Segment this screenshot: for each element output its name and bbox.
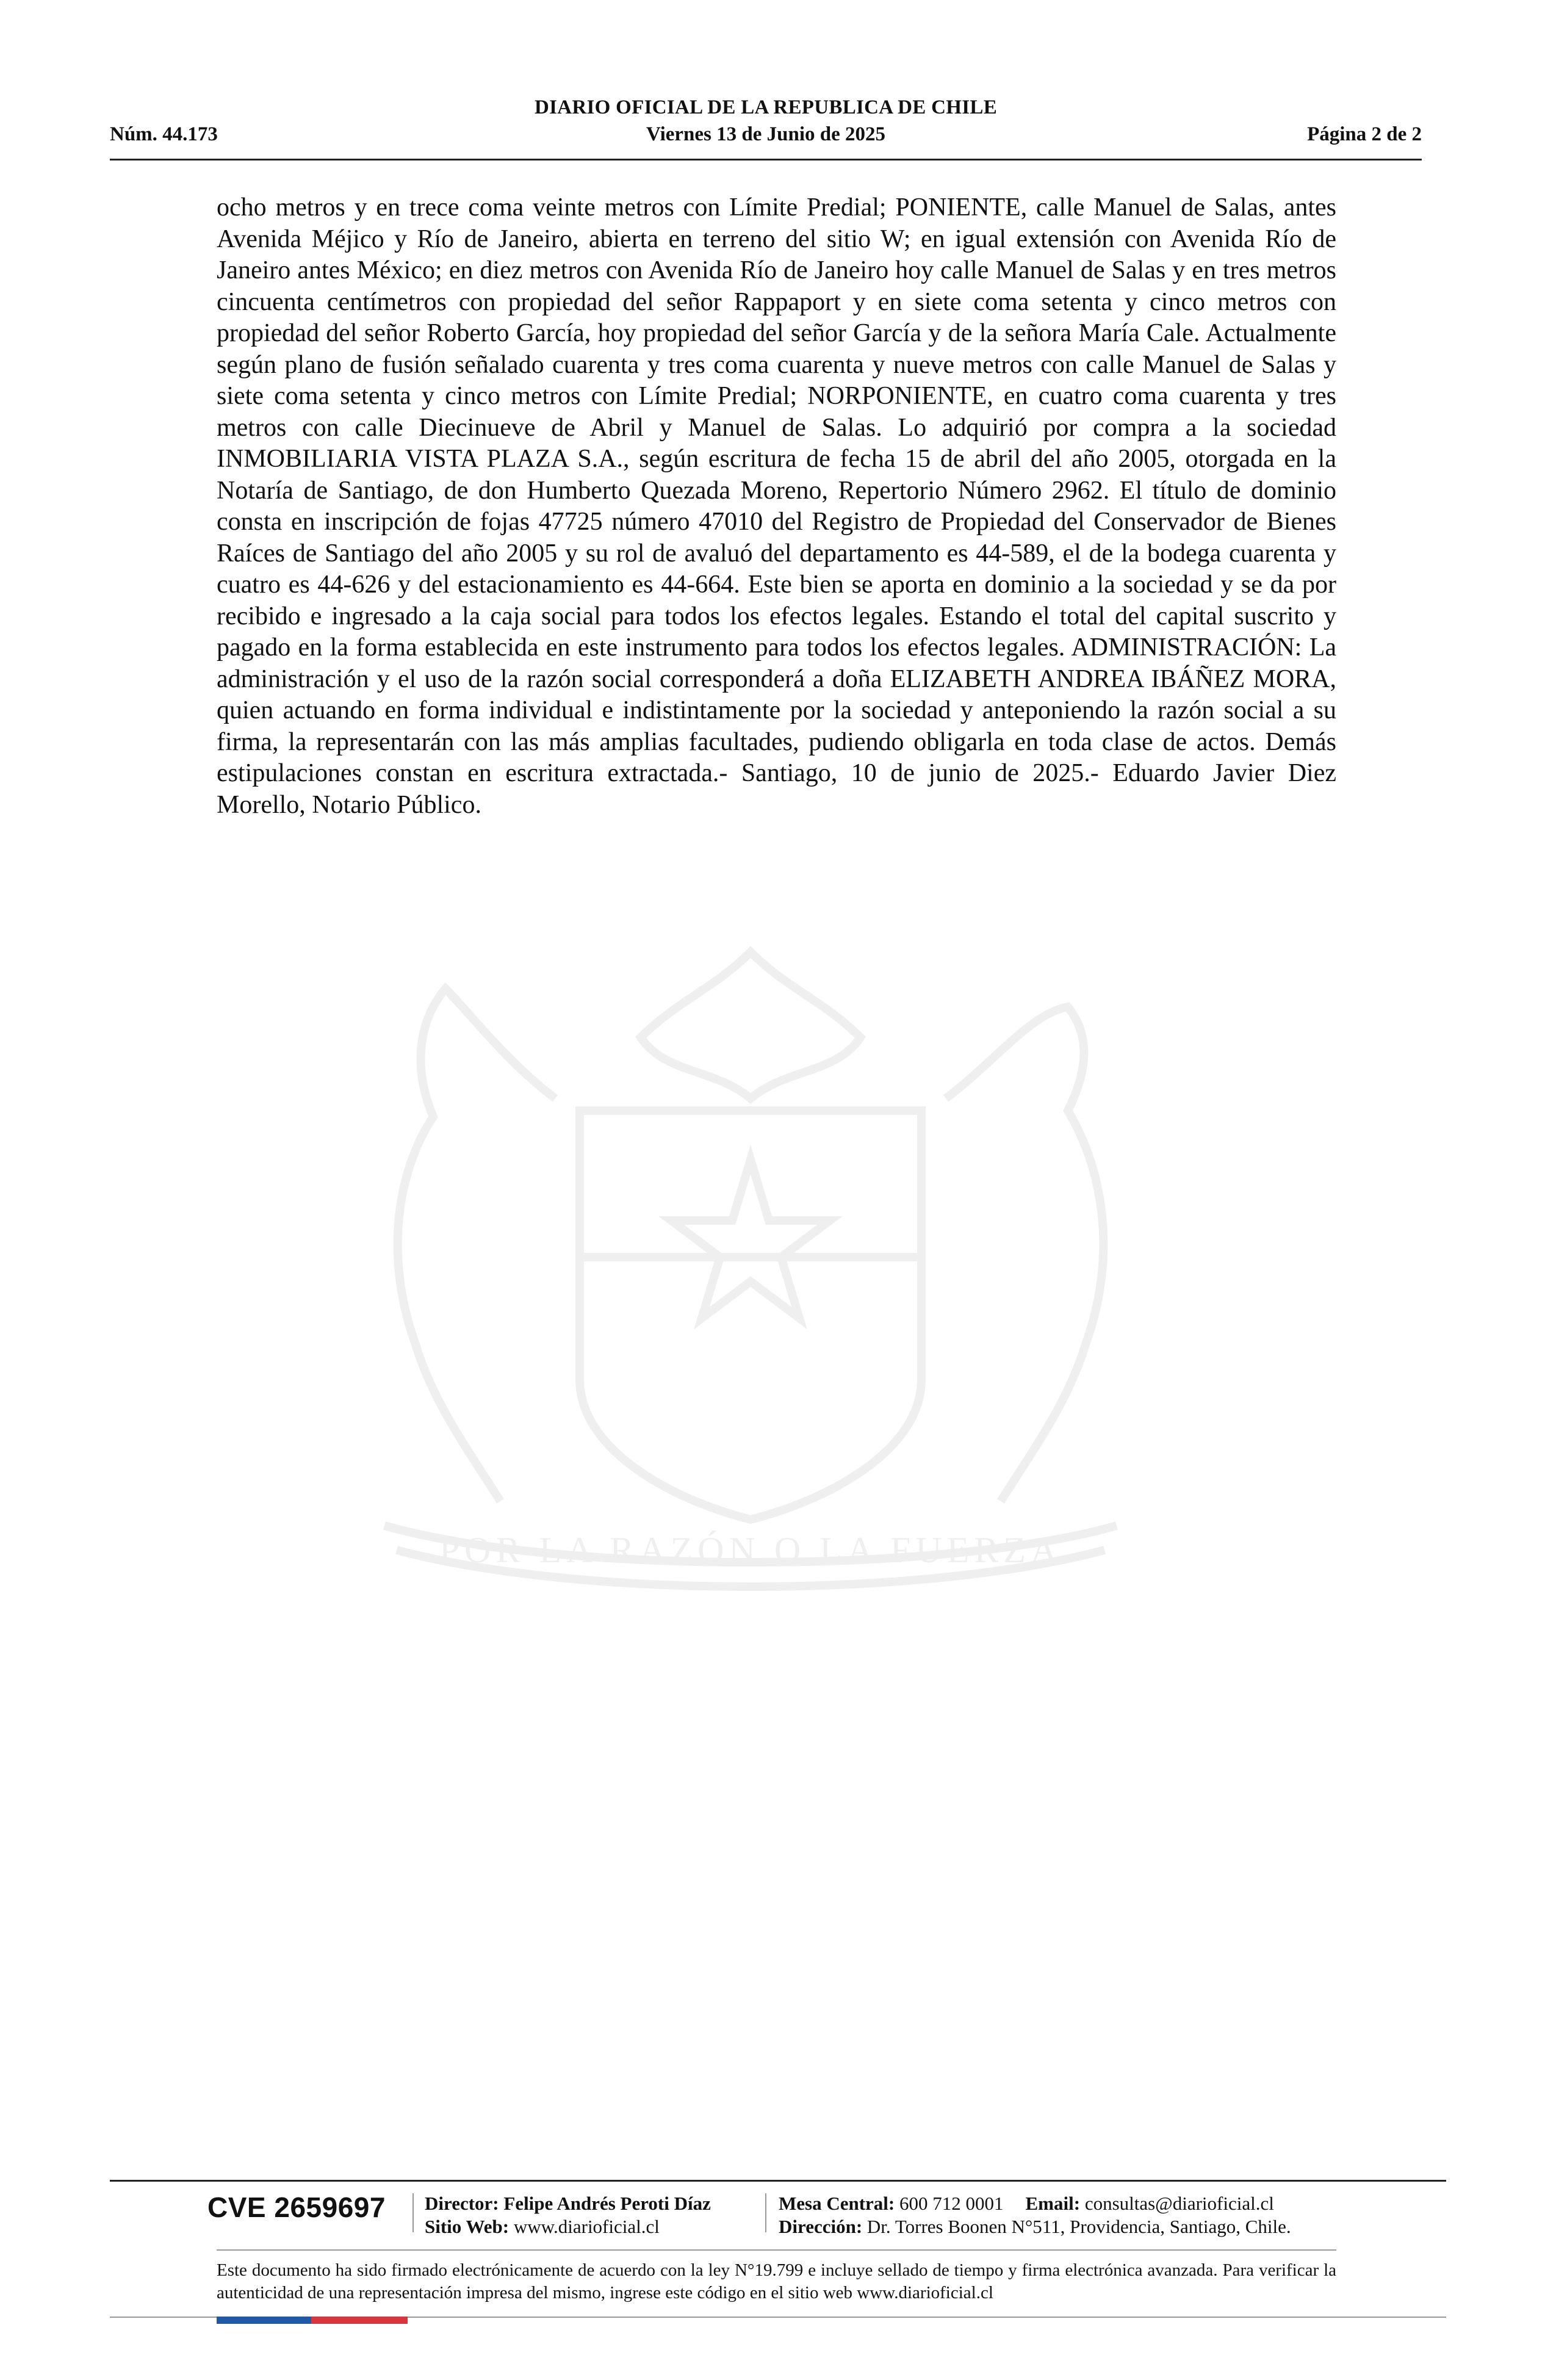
- website-label: Sitio Web:: [425, 2216, 510, 2237]
- coat-of-arms-watermark: [214, 915, 1288, 1678]
- cve-code: CVE 2659697: [207, 2191, 386, 2223]
- footer-divider-top: [110, 2180, 1446, 2182]
- address-value: Dr. Torres Boonen N°511, Providencia, Santiago, Chile.: [866, 2216, 1291, 2237]
- mesa-central-phone: 600 712 0001: [899, 2193, 1004, 2214]
- page-header: [110, 92, 1422, 160]
- footer-divider-middle: [217, 2249, 1336, 2251]
- address-label: Dirección:: [779, 2216, 863, 2237]
- director-name: Felipe Andrés Peroti Díaz: [503, 2193, 711, 2214]
- mesa-central-label: Mesa Central:: [779, 2193, 895, 2214]
- footer-separator: [765, 2193, 766, 2232]
- issue-number: Núm. 44.173: [110, 123, 218, 145]
- director-label: Director:: [425, 2193, 499, 2214]
- email-label: Email:: [1025, 2193, 1081, 2214]
- legal-notice: Este documento ha sido firmado electrónicamente de acuerdo con la ley N°19.799 e incluye sellado de tiempo y firma electrónica avanzada. Para verificar la autenticidad de una representación impresa del mismo, ingrese este código en el sitio web www.diarioficial.cl: [217, 2260, 1336, 2302]
- watermark-motto: POR LA RAZÓN O LA FUERZA: [439, 1530, 1062, 1570]
- publication-title: DIARIO OFICIAL DE LA REPUBLICA DE CHILE: [534, 96, 998, 118]
- footer-contact-block: [779, 2192, 1291, 2238]
- issue-date: Viernes 13 de Junio de 2025: [646, 123, 886, 145]
- flag-stripe-blue: [217, 2317, 311, 2324]
- main-text: ocho metros y en trece coma veinte metros con Límite Predial; PONIENTE, calle Manuel de Salas, antes Avenida Méjico y Río de Janeiro, abierta en terreno del sitio W; en igual extensión con Avenida Río de Janeiro antes México; en diez metros con Avenida Río de Janeiro hoy calle Manuel de Salas y en tres metros cincuenta centímetros con propiedad del señor Rappaport y en siete coma setenta y cinco metros con propiedad del señor Roberto García, hoy propiedad del señor García y de la señora María Cale. Actualmente según plano de fusión señalado cuarenta y tres coma cuarenta y nueve metros con calle Manuel de Salas y siete coma setenta y cinco metros con Límite Predial; NORPONIENTE, en cuatro coma cuarenta y tres metros con calle Diecinueve de Abril y Manuel de Salas. Lo adquirió por compra a la sociedad INMOBILIARIA VISTA PLAZA S.A., según escritura de fecha 15 de abril del año 2005, otorgada en la Notaría de Santiago, de don Humberto Quezada Moreno, Repertorio Número 2962. El título de dominio consta en inscripción de fojas 47725 número 47010 del Registro de Propiedad del Conservador de Bienes Raíces de Santiago del año 2005 y su rol de avaluó del departamento es 44-589, el de la bodega cuarenta y cuatro es 44-626 y del estacionamiento es 44-664. Este bien se aporta en dominio a la sociedad y se da por recibido e ingresado a la caja social para todos los efectos legales. Estando el total del capital suscrito y pagado en la forma establecida en este instrumento para todos los efectos legales. ADMINISTRACIÓN: La administración y el uso de la razón social corresponderá a doña ELIZABETH ANDREA IBÁÑEZ MORA, quien actuando en forma individual e indistintamente por la sociedad y anteponiendo la razón social a su firma, la representarán con las más amplias facultades, pudiendo obligarla en toda clase de actos. Demás estipulaciones constan en escritura extractada.- Santiago, 10 de junio de 2025.- Eduardo Javier Diez Morello, Notario Público.: [217, 193, 1336, 819]
- email-link[interactable]: consultas@diarioficial.cl: [1084, 2193, 1274, 2214]
- page-number: Página 2 de 2: [1307, 123, 1422, 145]
- footer-director-block: [425, 2192, 711, 2238]
- flag-stripe-red: [311, 2317, 408, 2324]
- website-link[interactable]: www.diarioficial.cl: [513, 2216, 660, 2237]
- footer-separator: [412, 2193, 414, 2232]
